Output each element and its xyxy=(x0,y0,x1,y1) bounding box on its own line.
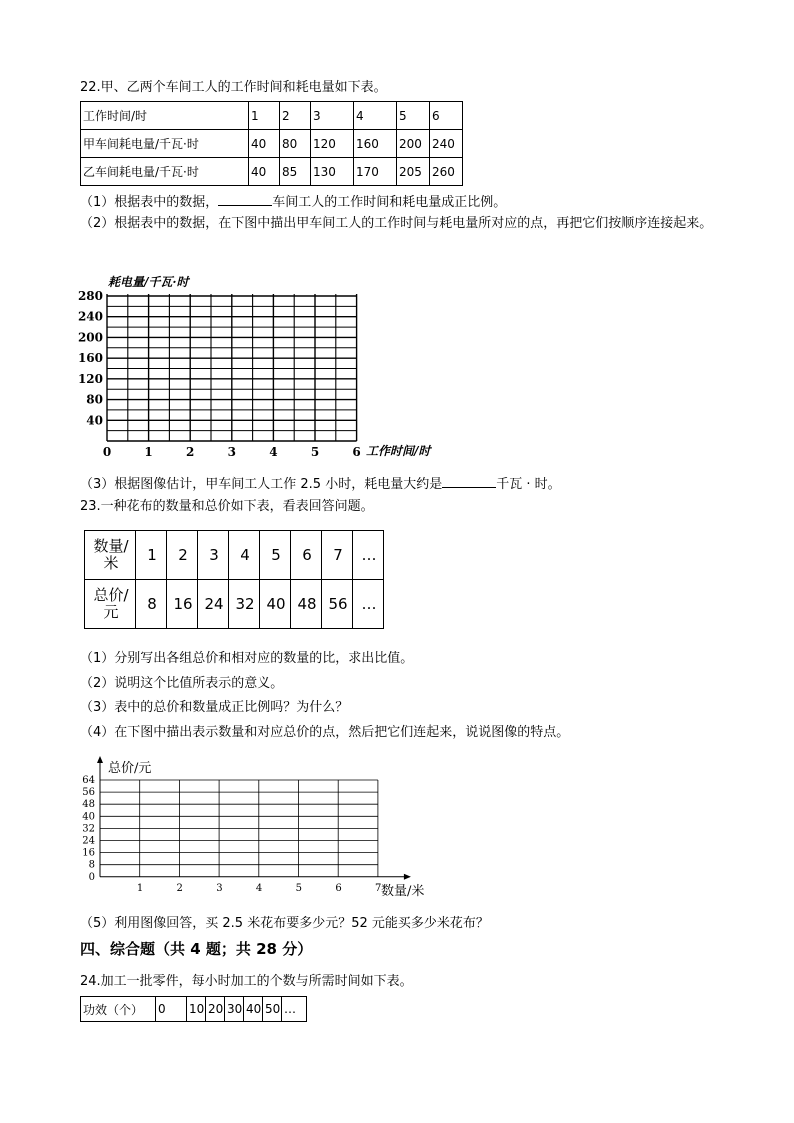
y-tick-label: 160 xyxy=(77,351,103,366)
q22-chart-xlabel: 工作时间/时 xyxy=(366,444,431,458)
table-row xyxy=(81,158,463,186)
q22-part1 xyxy=(80,192,506,212)
table-cell: 30 xyxy=(225,997,244,1022)
x-tick-label: 4 xyxy=(255,882,263,894)
q22-chart-ylabel: 耗电量/千瓦·时 xyxy=(108,275,189,289)
y-tick-label: 120 xyxy=(77,371,103,386)
x-tick-label: 1 xyxy=(136,882,144,894)
table-cell: 260 xyxy=(430,158,463,186)
q23-table xyxy=(84,530,384,629)
table-cell: 40 xyxy=(249,130,280,158)
table-cell: 50 xyxy=(263,997,282,1022)
q23-part4: （4）在下图中描出表示数量和对应总价的点，然后把它们连起来，说说图像的特点。 xyxy=(80,725,570,740)
table-cell: 56 xyxy=(322,580,353,629)
x-tick-label: 6 xyxy=(352,445,361,459)
q22-table xyxy=(80,101,463,186)
table-cell: 4 xyxy=(354,102,397,130)
x-tick-label: 3 xyxy=(227,445,236,459)
table-cell: 240 xyxy=(430,130,463,158)
table-cell: 乙车间耗电量/千瓦·时 xyxy=(81,158,249,186)
table-cell: 120 xyxy=(311,130,354,158)
answer-blank[interactable] xyxy=(218,192,272,206)
table-cell: 20 xyxy=(206,997,225,1022)
y-tick-label: 0 xyxy=(88,871,95,883)
x-tick-label: 7 xyxy=(375,882,382,894)
q23-part2: （2）说明这个比值所表示的意义。 xyxy=(80,676,284,691)
y-tick-label: 40 xyxy=(86,413,103,428)
q23-chart-xlabel: 数量/米 xyxy=(381,884,425,899)
table-cell: 200 xyxy=(397,130,430,158)
table-row xyxy=(81,102,463,130)
x-tick-label: 2 xyxy=(186,445,195,459)
x-tick-label: 5 xyxy=(295,882,302,894)
q22-part3-post: 千瓦 · 时。 xyxy=(496,477,561,492)
table-cell: 功效（个） xyxy=(81,997,156,1022)
y-tick-label: 24 xyxy=(82,835,95,847)
table-cell: … xyxy=(282,997,307,1022)
table-cell: 甲车间耗电量/千瓦·时 xyxy=(81,130,249,158)
table-cell: 48 xyxy=(291,580,322,629)
row-header-line: 元 xyxy=(103,603,119,621)
table-cell: 6 xyxy=(291,531,322,580)
section-heading: 四、综合题（共 4 题；共 28 分） xyxy=(80,940,313,958)
y-tick-label: 48 xyxy=(82,799,95,811)
x-tick-label: 5 xyxy=(310,445,320,459)
x-tick-label: 1 xyxy=(144,445,153,459)
table-cell: 4 xyxy=(229,531,260,580)
y-tick-label: 240 xyxy=(77,309,103,324)
table-cell: 40 xyxy=(244,997,263,1022)
table-row xyxy=(85,580,384,629)
q22-part3-pre: （3）根据图像估计，甲车间工人工作 2.5 小时，耗电量大约是 xyxy=(80,477,443,492)
answer-blank[interactable] xyxy=(442,474,496,488)
x-tick-label: 2 xyxy=(176,882,183,894)
y-tick-label: 16 xyxy=(82,847,95,859)
table-cell: 7 xyxy=(322,531,353,580)
y-axis-arrow-icon xyxy=(97,756,103,763)
q23-part1: （1）分别写出各组总价和相对应的数量的比，求出比值。 xyxy=(80,651,414,666)
y-tick-label: 40 xyxy=(82,811,95,823)
x-tick-label: 0 xyxy=(102,445,112,459)
y-tick-label: 8 xyxy=(88,859,95,871)
x-axis-arrow-icon xyxy=(404,874,411,880)
table-cell: 2 xyxy=(280,102,311,130)
table-cell: 2 xyxy=(167,531,198,580)
q23-part3: （3）表中的总价和数量成正比例吗？为什么？ xyxy=(80,700,349,715)
row-header-line: 米 xyxy=(103,554,119,572)
q23-chart xyxy=(70,755,450,905)
x-tick-label: 6 xyxy=(335,882,342,894)
y-tick-label: 80 xyxy=(86,392,103,407)
table-cell: 5 xyxy=(397,102,430,130)
y-tick-label: 64 xyxy=(82,775,95,786)
table-cell: … xyxy=(353,580,384,629)
table-cell: … xyxy=(353,531,384,580)
y-tick-label: 280 xyxy=(77,289,103,303)
q22-part2: （2）根据表中的数据，在下图中描出甲车间工人的工作时间与耗电量所对应的点，再把它们按顺序连接起来。 xyxy=(80,216,713,231)
table-cell: 205 xyxy=(397,158,430,186)
table-cell: 24 xyxy=(198,580,229,629)
table-cell: 1 xyxy=(249,102,280,130)
q23-part5: （5）利用图像回答，买 2.5 米花布要多少元？52 元能买多少米花布？ xyxy=(80,916,489,931)
table-row xyxy=(81,130,463,158)
q23-title: 23.一种花布的数量和总价如下表，看表回答问题。 xyxy=(80,499,374,514)
q24-table xyxy=(80,996,307,1022)
table-cell: 6 xyxy=(430,102,463,130)
q22-part1-post: 车间工人的工作时间和耗电量成正比例。 xyxy=(272,195,507,210)
table-cell: 160 xyxy=(354,130,397,158)
q22-part3 xyxy=(80,474,561,494)
q23-chart-ylabel: 总价/元 xyxy=(108,761,152,776)
table-cell: 5 xyxy=(260,531,291,580)
table-cell: 3 xyxy=(198,531,229,580)
q22-chart xyxy=(70,268,470,468)
table-cell: 8 xyxy=(136,580,167,629)
table-cell: 80 xyxy=(280,130,311,158)
q24-title: 24.加工一批零件，每小时加工的个数与所需时间如下表。 xyxy=(80,974,413,989)
table-cell: 130 xyxy=(311,158,354,186)
x-tick-label: 3 xyxy=(216,882,223,894)
q22-title: 22.甲、乙两个车间工人的工作时间和耗电量如下表。 xyxy=(80,80,387,95)
table-cell: 10 xyxy=(187,997,206,1022)
table-cell: 85 xyxy=(280,158,311,186)
y-tick-label: 200 xyxy=(77,330,103,345)
table-cell: 0 xyxy=(156,997,187,1022)
row-header xyxy=(85,580,136,629)
table-cell: 32 xyxy=(229,580,260,629)
table-row xyxy=(85,531,384,580)
table-cell: 40 xyxy=(260,580,291,629)
q22-part1-pre: （1）根据表中的数据， xyxy=(80,195,219,210)
row-header-line: 总价/ xyxy=(93,586,129,604)
table-cell: 3 xyxy=(311,102,354,130)
table-cell: 工作时间/时 xyxy=(81,102,249,130)
row-header xyxy=(85,531,136,580)
y-tick-label: 32 xyxy=(82,823,95,835)
row-header-line: 数量/ xyxy=(93,537,129,555)
x-tick-label: 4 xyxy=(269,445,278,459)
table-cell: 16 xyxy=(167,580,198,629)
table-cell: 1 xyxy=(136,531,167,580)
table-cell: 40 xyxy=(249,158,280,186)
y-tick-label: 56 xyxy=(82,787,95,799)
table-cell: 170 xyxy=(354,158,397,186)
